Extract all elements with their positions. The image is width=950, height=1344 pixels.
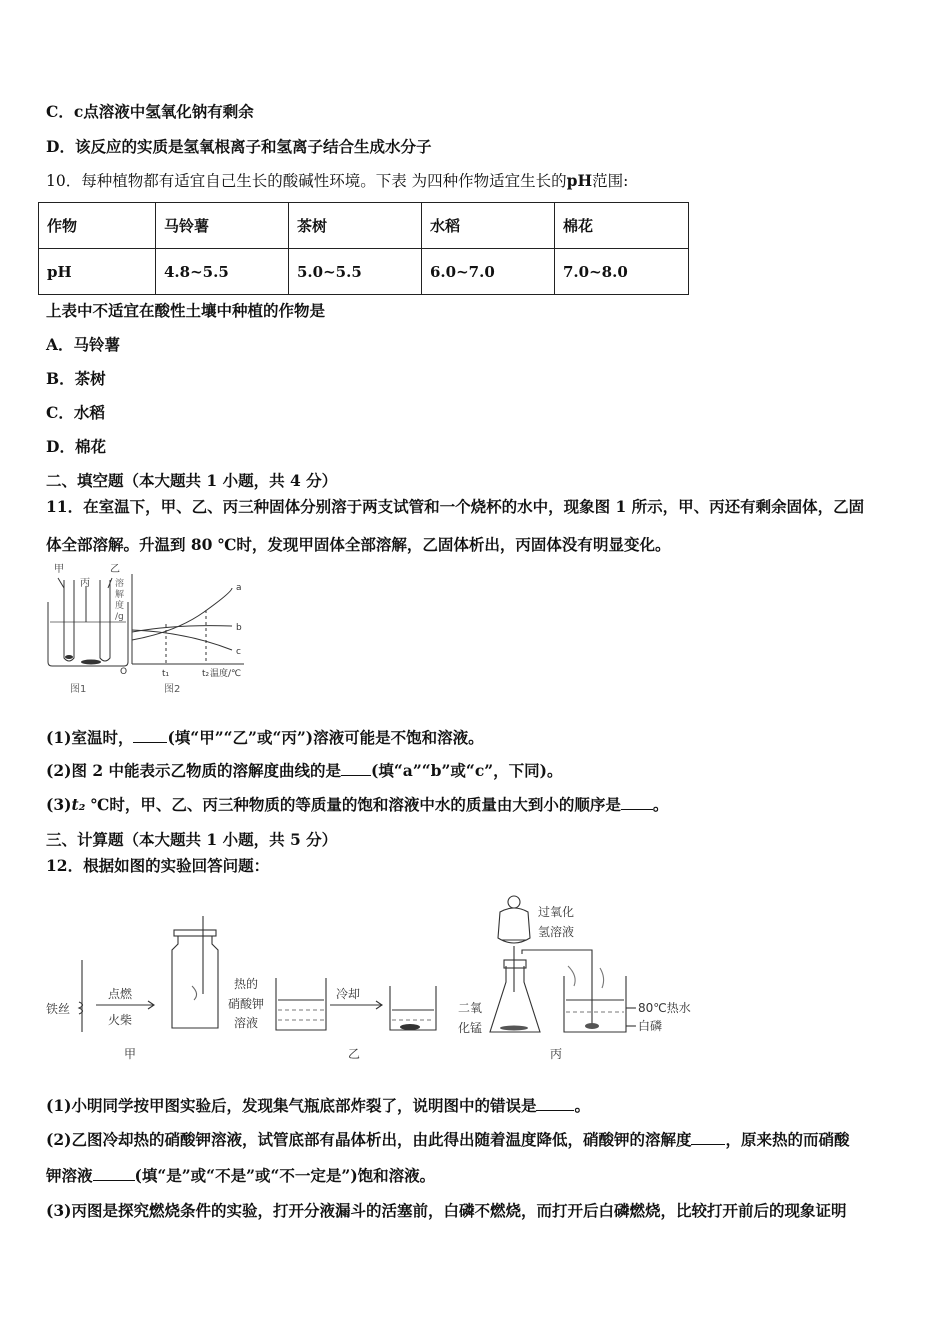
burning-wire: [192, 986, 197, 1000]
label-yi: 乙: [348, 1047, 361, 1061]
xlabel: 温度/℃: [210, 669, 242, 679]
apparatus-yi: [276, 978, 436, 1030]
q10-option-b: B．茶树: [46, 369, 106, 388]
label-mno2-1: 二氧: [458, 1001, 483, 1015]
crystals: [400, 1024, 420, 1030]
q11-figure-svg: [36, 560, 256, 700]
apparatus-jia: [79, 916, 218, 1032]
solid-jia: [65, 655, 73, 659]
label-hot-2: 硝酸钾: [228, 997, 265, 1011]
label-hot-3: 溶液: [234, 1016, 259, 1030]
q11-figure: [36, 560, 256, 700]
q11-stem-2: 体全部溶解。升温到 80 ℃时，发现甲固体全部溶解，乙固体析出，丙固体没有明显变化。: [46, 535, 671, 554]
table-cell: 茶树: [289, 203, 422, 249]
conical-flask: [490, 966, 540, 1032]
label-hotwater: 80℃热水: [638, 1001, 691, 1015]
ph-table: [38, 202, 689, 295]
q10-option-d: D．棉花: [46, 437, 106, 456]
solubility-chart: [132, 574, 244, 664]
table-cell: 5.0~5.5: [289, 249, 422, 295]
label-yi: 乙: [110, 564, 120, 575]
ylabel-1: 溶: [115, 579, 125, 589]
answer-blank: [341, 761, 371, 776]
white-phosphorus: [585, 1023, 599, 1029]
q12-part-2-cont: [46, 1166, 435, 1186]
q10-question: 上表中不适宜在酸性土壤中种植的作物是: [46, 301, 326, 320]
q10-stem-ph: pH: [566, 171, 593, 190]
label-whiteP: 白磷: [638, 1019, 663, 1033]
table-cell: 棉花: [555, 203, 689, 249]
label-ignite-2: 火柴: [108, 1013, 133, 1027]
answer-blank: [536, 1096, 574, 1111]
q12-part-3: (3)丙图是探究燃烧条件的实验，打开分液漏斗的活塞前，白磷不燃烧，而打开后白磷燃烧，比较打开前后的现象证明: [46, 1201, 847, 1220]
q11-p2-b: (填“a”“b”或“c”，下同)。: [371, 761, 563, 780]
ylabel-3: 度: [115, 601, 125, 611]
table-cell: 作物: [39, 203, 156, 249]
gas-bottle: [172, 936, 218, 1028]
q11-p3-b: ℃时，甲、乙、丙三种物质的等质量的饱和溶液中水的质量由大到小的顺序是: [85, 795, 621, 814]
q11-p1-b: (填“甲”“乙”或“丙”)溶液可能是不饱和溶液。: [167, 728, 484, 747]
answer-blank: [691, 1130, 725, 1145]
q12-part-2: [46, 1130, 849, 1150]
beaker-cold: [390, 986, 436, 1030]
label-ignite-1: 点燃: [108, 987, 133, 1001]
table-cell: 7.0~8.0: [555, 249, 689, 295]
q10-stem-range: 范围:: [592, 172, 629, 190]
q9-option-c: C．c点溶液中氢氧化钠有剩余: [46, 102, 254, 121]
label-jia: 甲: [124, 1047, 137, 1061]
table-cell: pH: [39, 249, 156, 295]
separating-funnel: [498, 908, 530, 943]
label-h2o2-1: 过氧化: [538, 905, 575, 919]
test-tube-right: [100, 580, 110, 661]
q12-p1-b: 。: [574, 1096, 590, 1115]
origin-label: O: [120, 667, 128, 677]
label-bing: 丙: [80, 578, 90, 589]
beaker-hot: [276, 978, 326, 1030]
undissolved-solids: [65, 655, 101, 665]
curve-c-label: c: [236, 647, 241, 657]
q12-p2-d: (填“是”或“不是”或“不一定是”)饱和溶液。: [134, 1166, 436, 1185]
q9-option-d: D．该反应的实质是氢氧根离子和氢离子结合生成水分子: [46, 137, 432, 156]
funnel-stopper: [508, 896, 520, 908]
q10-stem-text: 10．每种植物都有适宜自己生长的酸碱性环境。下表 为四种作物适宜生长的: [46, 172, 567, 190]
flame-left: [568, 966, 575, 986]
q11-p2-a: (2)图 2 中能表示乙物质的溶解度曲线的是: [46, 761, 342, 780]
label-wire: 铁丝: [46, 1002, 71, 1016]
q10-stem: [46, 171, 628, 191]
test-tube-left: [64, 580, 74, 661]
table-cell: 4.8~5.5: [156, 249, 289, 295]
q11-p3-a: (3): [46, 795, 72, 814]
fig1-caption: 图1: [70, 684, 87, 695]
q12-part-1: [46, 1096, 590, 1116]
answer-blank: [621, 795, 653, 810]
fig2-caption: 图2: [164, 684, 181, 695]
t1-label: t₁: [162, 669, 170, 679]
section-3-title: 三、计算题（本大题共 1 小题，共 5 分）: [46, 830, 338, 849]
section-2-title: 二、填空题（本大题共 1 小题，共 4 分）: [46, 471, 338, 490]
q12-figure: [44, 882, 704, 1068]
table-cell: 水稻: [422, 203, 555, 249]
label-bing: 丙: [550, 1047, 563, 1061]
curve-b-label: b: [236, 623, 242, 633]
q11-stem-1: 11．在室温下，甲、乙、丙三种固体分别溶于两支试管和一个烧杯的水中，现象图 1 所示，甲、丙还有剩余固体，乙固: [46, 497, 865, 516]
delivery-tube: [522, 950, 592, 1024]
flame-right: [600, 968, 604, 988]
mno2-powder: [500, 1026, 528, 1031]
curve-a: [132, 588, 232, 640]
table-cell: 6.0~7.0: [422, 249, 555, 295]
q11-p3-c: 。: [652, 795, 669, 814]
q10-option-a: A．马铃薯: [46, 335, 121, 354]
table-row: [39, 203, 689, 249]
q11-part-2: [46, 761, 563, 781]
q12-p2-c: 钾溶液: [46, 1166, 93, 1185]
q11-p1-a: (1)室温时，: [46, 728, 134, 747]
table-row: [39, 249, 689, 295]
ylabel-4: /g: [115, 612, 124, 622]
flask-stopper: [504, 960, 526, 968]
answer-blank: [133, 728, 167, 743]
q11-part-3: [46, 795, 668, 815]
t2-label: t₂: [202, 669, 210, 679]
label-h2o2-2: 氢溶液: [538, 925, 575, 939]
bottle-lid: [174, 930, 216, 936]
q12-p2-b: ，原来热的而硝酸: [725, 1130, 850, 1149]
q11-part-1: [46, 728, 484, 748]
q12-stem: 12．根据如图的实验回答问题：: [46, 856, 270, 875]
q12-p2-a: (2)乙图冷却热的硝酸钾溶液，试管底部有晶体析出，由此得出随着温度降低，硝酸钾的溶解度: [46, 1130, 692, 1149]
curve-c: [132, 630, 232, 650]
ylabel-2: 解: [115, 590, 125, 600]
label-hot-1: 热的: [234, 977, 259, 991]
q12-figure-svg: [44, 882, 704, 1068]
q11-p3-t2: t₂: [71, 795, 86, 814]
curve-a-label: a: [236, 583, 242, 593]
q10-option-c: C．水稻: [46, 403, 105, 422]
q12-p1-a: (1)小明同学按甲图实验后，发现集气瓶底部炸裂了，说明图中的错误是: [46, 1096, 537, 1115]
table-cell: 马铃薯: [156, 203, 289, 249]
label-mno2-2: 化锰: [458, 1021, 483, 1035]
label-jia: 甲: [54, 564, 64, 575]
pointer-jia: [58, 578, 64, 588]
solid-bing: [81, 660, 101, 665]
answer-blank: [93, 1166, 135, 1181]
label-cool: 冷却: [336, 987, 361, 1001]
